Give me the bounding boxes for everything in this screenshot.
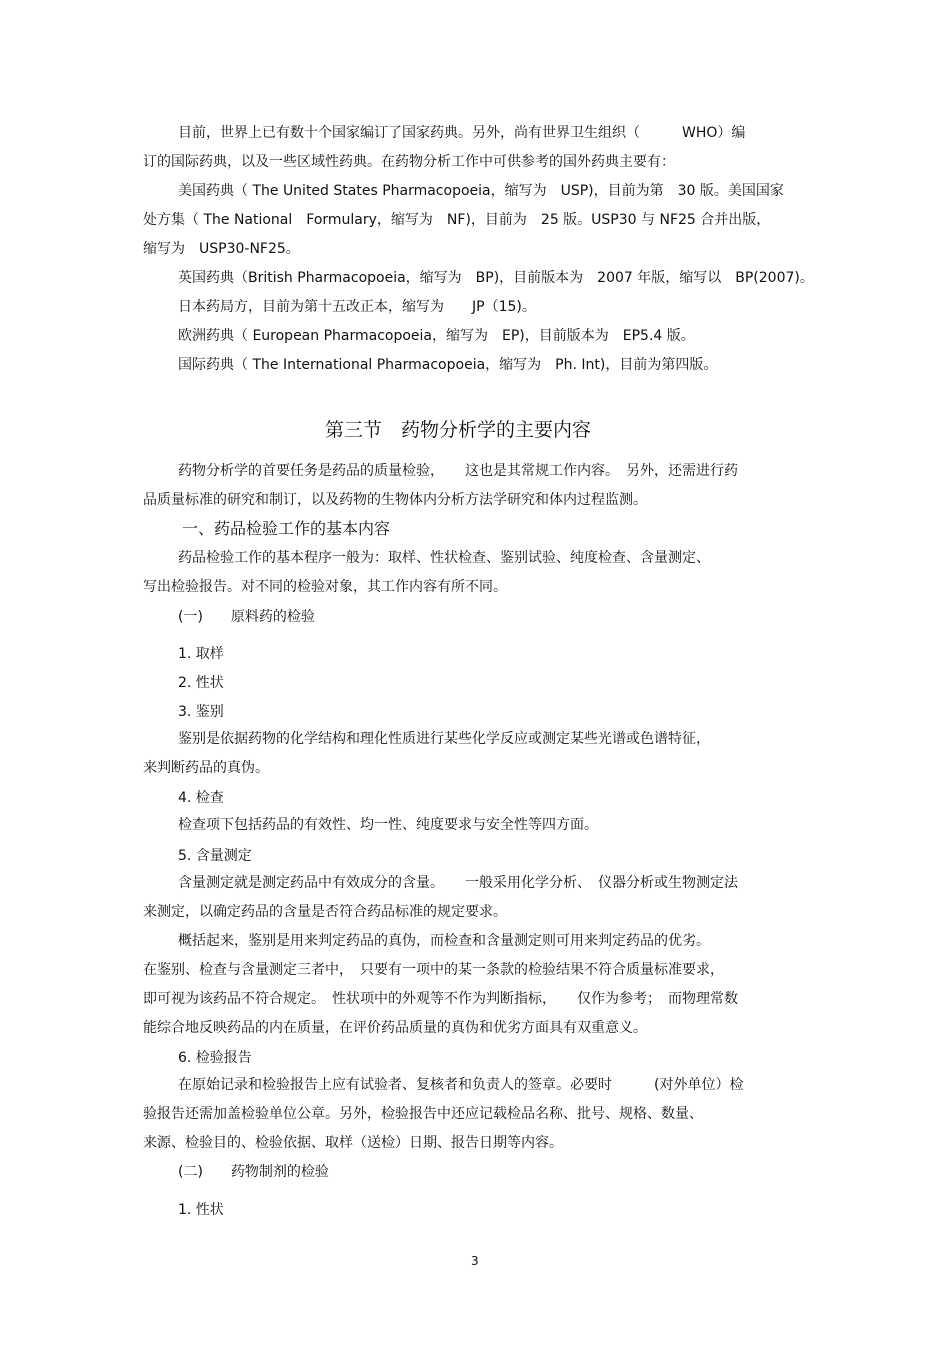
paragraph-line: 缩写为 USP30-NF25。 <box>143 241 300 257</box>
paragraph-line: 药物分析学的首要任务是药品的质量检验， 这也是其常规工作内容。 另外，还需进行药 <box>178 463 738 479</box>
paragraph-line: 品质量标准的研究和制订，以及药物的生物体内分析方法学研究和体内过程监测。 <box>143 492 647 508</box>
paragraph-line: 国际药典（ The International Pharmacopoeia，缩写为 Ph. Int)，目前为第四版。 <box>178 357 718 373</box>
list-item: 1. 取样 <box>178 646 224 662</box>
paragraph-line: 写出检验报告。对不同的检验对象，其工作内容有所不同。 <box>143 579 507 595</box>
paragraph-line: 药品检验工作的基本程序一般为：取样、性状检查、鉴别试验、纯度检查、含量测定、 <box>178 550 710 566</box>
paragraph-line: 在鉴别、检查与含量测定三者中， 只要有一项中的某一条款的检验结果不符合质量标准要求， <box>143 962 724 978</box>
page-number: 3 <box>471 1254 479 1268</box>
paragraph-line: 英国药典（British Pharmacopoeia，缩写为 BP)，目前版本为 2007 年版，缩写以 BP(2007)。 <box>178 270 814 286</box>
section-heading: 第三节 药物分析学的主要内容 <box>325 419 592 441</box>
subitem-heading: (一) 原料药的检验 <box>178 609 315 625</box>
paragraph-line: 目前，世界上已有数十个国家编订了国家药典。另外，尚有世界卫生组织（ WHO）编 <box>178 125 746 141</box>
paragraph-line: 即可视为该药品不符合规定。 性状项中的外观等不作为判断指标， 仅作为参考； 而物理常数 <box>143 991 738 1007</box>
list-item: 4. 检查 <box>178 790 224 806</box>
paragraph-line: 订的国际药典，以及一些区域性药典。在药物分析工作中可供参考的国外药典主要有： <box>143 154 675 170</box>
list-item: 1. 性状 <box>178 1202 224 1218</box>
paragraph-line: 验报告还需加盖检验单位公章。另外，检验报告中还应记载检品名称、批号、规格、数量、 <box>143 1106 703 1122</box>
paragraph-line: 含量测定就是测定药品中有效成分的含量。 一般采用化学分析、 仪器分析或生物测定法 <box>178 875 738 891</box>
paragraph-line: 美国药典（ The United States Pharmacopoeia，缩写为 USP)，目前为第 30 版。美国国家 <box>178 183 784 199</box>
paragraph-line: 日本药局方，目前为第十五改正本，缩写为 JP（15)。 <box>178 299 536 315</box>
subitem-heading: (二) 药物制剂的检验 <box>178 1164 329 1180</box>
paragraph-line: 鉴别是依据药物的化学结构和理化性质进行某些化学反应或测定某些光谱或色谱特征， <box>178 731 710 747</box>
paragraph-line: 能综合地反映药品的内在质量，在评价药品质量的真伪和优劣方面具有双重意义。 <box>143 1020 647 1036</box>
list-item: 2. 性状 <box>178 675 224 691</box>
paragraph-line: 来源、检验目的、检验依据、取样（送检）日期、报告日期等内容。 <box>143 1135 563 1151</box>
list-item: 3. 鉴别 <box>178 704 224 720</box>
paragraph-line: 欧洲药典（ European Pharmacopoeia，缩写为 EP)，目前版本为 EP5.4 版。 <box>178 328 695 344</box>
paragraph-line: 概括起来，鉴别是用来判定药品的真伪，而检查和含量测定则可用来判定药品的优劣。 <box>178 933 710 949</box>
paragraph-line: 来判断药品的真伪。 <box>143 760 269 776</box>
paragraph-line: 处方集（ The National Formulary，缩写为 NF)，目前为 25 版。USP30 与 NF25 合并出版， <box>143 212 771 228</box>
paragraph-line: 来测定，以确定药品的含量是否符合药品标准的规定要求。 <box>143 904 507 920</box>
list-item: 6. 检验报告 <box>178 1050 252 1066</box>
paragraph-line: 检查项下包括药品的有效性、均一性、纯度要求与安全性等四方面。 <box>178 817 598 833</box>
paragraph-line: 在原始记录和检验报告上应有试验者、复核者和负责人的签章。必要时 (对外单位）检 <box>178 1077 744 1093</box>
subsection-heading: 一、药品检验工作的基本内容 <box>182 519 391 538</box>
list-item: 5. 含量测定 <box>178 848 252 864</box>
